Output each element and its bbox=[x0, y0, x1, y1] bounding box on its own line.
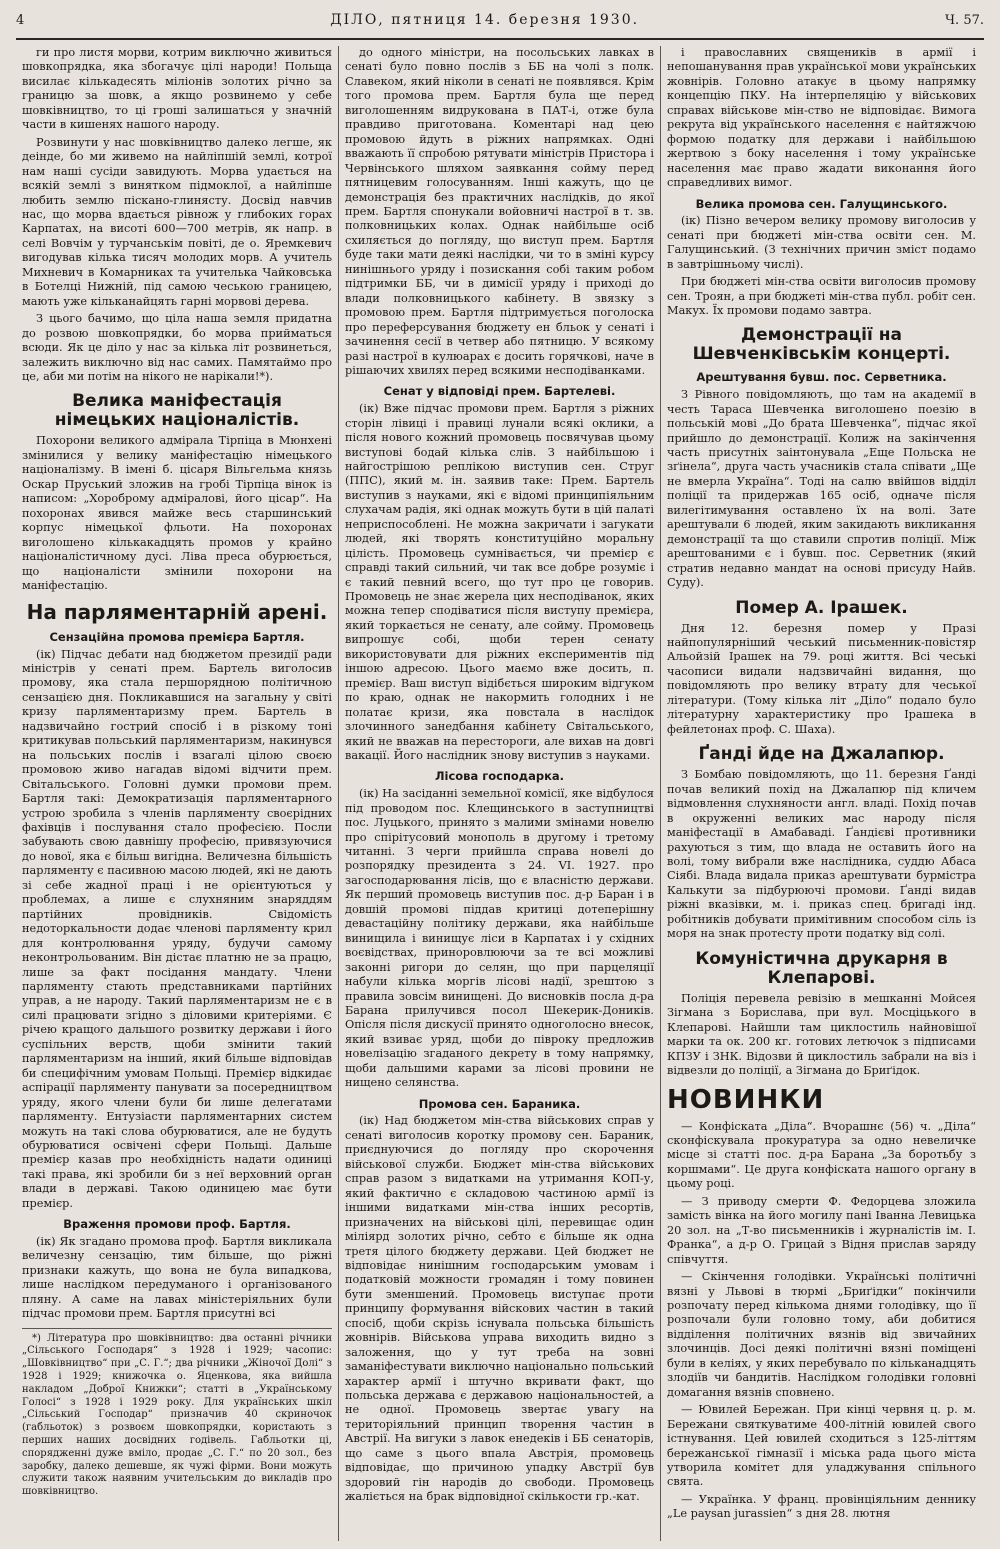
paragraph: З Бомбаю повідомляють, що 11. березня Ґанді почав великий похід на Джалапюр під кличем відмовлення слухняности англ. владі. Похід почав в окруженні великих мас народу після маніфестації в Амабаваді. Ґандієві противники рахуються з тим, що влада не оставить його на волі, тому вибрали вже наслідника, суддю Абаса Сіябі. Влада видала приказ арештувати бурмістра Калькути за підбурюючі промови. Ґанді видав ріжні вказівки, м. і. приказ спец. бригаді інд. робітників добувати примітивним способом сіль із моря на знак протесту проти податку від солі. bbox=[667, 768, 976, 941]
paragraph: — Ювилей Бережан. При кінці червня ц. р. м. Бережани святкуватиме 400-літній ювилей свого істнування. Цей ювилей сходиться з 125-літтям бережанської гімназії і міська рада цього міста утворила комітет для уладжування спільного свята. bbox=[667, 1403, 976, 1489]
paragraph: Поліція перевела ревізію в мешканні Мойсея Зігмана з Борислава, при вул. Мосціцького в Клепарові. Найшли там циклостиль найновішої марки та ок. 200 кг. готових летючок з підписами КПЗУ і ЗНК. Відозви й циклостиль забрали на віз і відвезли до поліції, а Зігмана до Бриґідок. bbox=[667, 991, 976, 1077]
article-headline-gandhi: Ґанді йде на Джалапюр. bbox=[698, 744, 945, 765]
article-headline-demonstrations: Демонстрації на Шевченківськім концерті. bbox=[692, 325, 951, 365]
printing-house-body bbox=[667, 992, 976, 1079]
galushchynsky-body bbox=[667, 214, 976, 318]
paragraph: (ік) Підчас дебати над бюджетом президії ради міністрів у сенаті прем. Бартель виголосив промову, яка стала першорядною політичною сензацією дня. Покликавшися на загальну у світі кризу парляментаризму прем. Бартель в надзвичайно гострий спосіб і в різкому тоні критикував польський парляментаризм, накинувся на польських послів і взагалі цілою своєю промовою живо нагадав відомі відчити прем. Світальського. Головні думки промови прем. Бартля такі: Демократизація парляментарного устрою зробила з членів парляменту своєрідних фахівців і послування стало професією. Посли забувають свою давнішу професію, привязуючися до нової, яка є більш вигідна. Величезна більшість парляменту є пасивною масою людей, які не дають зі себе жадної праці і не орієнтуються у проблемах, а лише є слухняним знаряддям партійних провідників. Свідомість недоторкальности додає членові парляменту крил для контролювання уряду, будучи самому неконтрольованим. Він дістає платню не за працю, лише за факт посідання мандату. Члени парляменту стають представниками партійних управ, а не народу. Такий парляментаризм не є в силі працювати згідно з діловими критеріями. Є річею кращого дальшого розвитку держави і його суспільних верств, щоби змінити такий парляментаризм на інший, який більше відповідав би специфічним умовам Польщі. Премієр відкидає аспірації парляменту панувати за посередництвом уряду, якого члени були би лише делегатами парляменту. Ентузіасти парляментарних систем можуть на такі слова обурюватися, але не будуть обурюватися освічені сфери Польщі. Дальше премієр казав про необхідність надати одиниці такі права, які зробили би з неї верховний орган влади в державі. Такою одиницею має бути премієр. bbox=[22, 647, 333, 1210]
manifestation-body: Похорони великого адмірала Тірпіца в Мюнхені змінилися у велику маніфестацію німецького націоналізму. В імені б. цісаря Вільгельма князь Оскар Пруський зложив на гробі Тірпіца вінок із написом: „Хороброму адміралові, його цісар“. На похоронах явився майже весь старшинський корпус німецької фльоти. На похоронах виголошено кількакадцять промов у крайно націоналістичному дусі. Ліва преса обурюється, що націоналісти змінили похорони на маніфестацію. bbox=[22, 434, 332, 593]
column-2 bbox=[338, 46, 660, 1541]
paragraph: Дня 12. березня помер у Празі найпопулярніший чеський письменник-повістяр Альойзій Ірашек на 79. році життя. Всі чеські часописи видали надзвичайні видання, що повідомляють про велику втрату для чеської літератури. (Тому кілька літ „Діло“ подало було літературну характеристику про Ірашека в фейлетонах проф. С. Шаха). bbox=[667, 621, 976, 736]
paragraph: (ік) Вже підчас промови прем. Бартля з ріжних сторін лівиці і правиці лунали всякі оклики, а після нового кожний промовець посвячував цьому виступові бодай кілька слів. З найбільшою і найгострішою реплікою виступив сен. Струг (ППС), який м. ін. заявив таке: Прем. Бартель виступив з науками, які є відомі принципіяльним слухачам радія, які однак можуть бути в цій палаті неприспособлені. Не можна закричати і загукати людей, які творять конституційно моральну цілість. Промовець сумнівається, чи премієр є справді такий сильний, чи так все добре розуміє і є такий певний всего, що тут про це говорив. Промовець не знає жерела цих несподіванок, яких можна тепер сподіватися після виступу премієра, який торкається не сенату, але сойму. Промовець випрошує собі, щоби терен сенату використовувати для ріжних експериментів під іншою адресою. Цього маємо вже досить, п. премієр. Ваш виступ відібється широким відгуком по краю, однак не накормить голодних і не полатає кризи, яка повстала в наслідок злочинного занедбання кабінету Світальського, який не вважав на перестороги, але вихав на довгі вакації. Його наслідник знову виступив з науками. bbox=[345, 402, 654, 763]
subheadline-sensation: Сензаційна промова премієра Бартля. bbox=[49, 629, 305, 644]
article-headline-manifestation: Велика маніфестація німецьких націоналістів. bbox=[54, 391, 300, 431]
baranyk-body bbox=[345, 1114, 654, 1504]
news-section-title: НОВИНКИ bbox=[667, 1085, 825, 1116]
military-body bbox=[667, 46, 976, 191]
subheadline-galushchynsky: Велика промова сен. Галущинського. bbox=[695, 196, 948, 211]
paragraph: ги про листя морви, котрим виключно живиться шовкопрядка, яка збогачує цілі народи! Польща висилає кількадесять міліонів золотих річно за границю за шовк, а якщо розвинемо у себе шовківництво, то ці гроші залишаться у значній части в кишенях нашого народу. bbox=[22, 46, 332, 132]
newspaper-title-date: ДІЛО, пятниця 14. березня 1930. bbox=[330, 12, 640, 28]
paragraph: — Українка. У франц. провінціяльним деннику „Le paysan jurassien“ з дня 28. лютня bbox=[667, 1492, 976, 1521]
paragraph: При бюджеті мін-ства освіти виголосив промову сен. Троян, а при бюджеті мін-ства публ. робіт сен. Макух. Їх промови подамо завтра. bbox=[667, 275, 976, 317]
silk-article bbox=[22, 46, 332, 384]
subheadline-arrest: Арештування бувш. пос. Серветника. bbox=[696, 370, 947, 385]
senate-body bbox=[345, 402, 654, 763]
paragraph: З Рівного повідомляють, що там на академії в честь Тараса Шевченка виголошено поезію в польській мові „До брата Шевченка“, підчас якої прийшло до демонстрації. Колиж на закінчення часть присутніх заінтонувала „Еще Польска не зґінела“, друга часть учасників стала співати „Ще не вмерла Україна“. Тоді на салю ввійшов відділ поліції та придержав 165 осіб, одначе після вилегітимування оставлено їх на волі. Зате арештували 6 людей, яким закидають викликання демонстрації та що ставили спротив поліції. Між арештованими є і бувш. пос. Серветник (який стратив недавно мандат на основі присуду Найв. Суду). bbox=[667, 388, 976, 590]
paragraph: Розвинути у нас шовківництво далеко легше, як деінде, бо ми живемо на найліпшій землі, котрої нам наші сусіди завидують. Морва удається на всякій землі з винятком підмоклої, а найліпше любить землю піскано-глинясту. Досвід навчив нас, що морва вдається рівнож у глибоких горах Карпатах, на висоті 600—700 метрів, як напр. в селі Вовчім у турчанськім повіті, де о. Яремкевич вигодував кілька тисяч молодих морв. А учитель Михневич в Комарниках та учителька Чайковська в Ботелці Нижній, під самою чеською границею, мають уже кільканайцять гарні морвові дерева. bbox=[22, 135, 332, 308]
article-headline-parliament: На парляментарній арені. bbox=[26, 600, 328, 625]
paragraph: — Скінчення голодівки. Українські політичні вязні у Львові в тюрмі „Бриґідки“ покінчили розпочату перед кількома днями голодівку, що її розпочали були головно тому, аби добитися відділення політичних вязнів від звичайних злочинців. Досі деякі політичні вязні поміщені були в келіях, у яких перебувало по кільканадцять злодіїв чи бандитів. Наслідком голодівки головні домагання вязнів сповнено. bbox=[667, 1270, 976, 1399]
news-items bbox=[667, 1120, 976, 1522]
paragraph: — Конфіската „Діла“. Вчорашнє (56) ч. „Діла“ сконфіскувала прокуратура за одно невеличке місце зі статті пос. д-ра Барана „За боротьбу з коршмами“. Це друга конфіската нашого органу в цьому році. bbox=[667, 1119, 976, 1191]
issue-number: Ч. 57. bbox=[945, 13, 984, 28]
paragraph: (ік) Над бюджетом мін-ства військових справ у сенаті виголосив коротку промову сен. Бараник, приєднуючися до погляду про скорочення військової служби. Бюджет мін-ства військових справ разом з видатками на утримання КОП-у, який фактично є складовою частиною армії із іншими видатками мін-ства інших ресортів, призначених на військові цілі, перевищає один міліярд золотих річно, себто є більше як одна третя цілого бюджету держави. Цей бюджет не відповідає нинішним господарським умовам і податковій можности громадян і тому повинен бути зменшений. Промовець виступає проти принципу формування війскових частин в такий спосіб, щоби скрізь існувала польська більшість жовнірів. Військова управа виходить видно з заложення, що у тут треба на зовні заманіфестувати виключно національно польський характер армії і штучно вкривати факт, що польська держава є державою національностей, а не одної. Промовець звертає увагу на територіяльний принцип творення частин в Австрії. На вигуки з лавок енедеків і ББ сенаторів, що саме з цього впала Австрія, промовець відповідає, що причиною упадку Австрії був здоровий гін народів до свободи. Промовець жаліється на брак відповідної скількости гр.-кат. bbox=[345, 1114, 654, 1504]
paragraph: З цього бачимо, що ціла наша земля придатна до розвою шовкопрядки, бо морва прийматься всюди. Як це діло у нас за кілька літ розвинеться, залежить виключно від нас самих. Памятаймо про це, аби ми потім на нікого не нарікали!*). bbox=[22, 312, 332, 383]
paragraph: (ік) Як згадано промова проф. Бартля викликала величезну сензацію, тим більше, що ріжні признаки кажуть, що вона не була випадкова, лише наслідком передуманого і організованого пляну. А саме на лавах міністеріяльних були підчас промови прем. Бартля присутні всі bbox=[22, 1234, 332, 1321]
impression-body bbox=[22, 1235, 332, 1322]
footnote bbox=[22, 1328, 332, 1499]
subheadline-baranyk: Промова сен. Бараника. bbox=[418, 1096, 581, 1111]
masthead bbox=[16, 12, 984, 40]
gandhi-body bbox=[667, 768, 976, 941]
columns bbox=[16, 46, 990, 1541]
paragraph: (ік) Пізно вечером велику промову виголосив у сенаті при бюджеті мін-ства освіти сен. М. Галущинський. (З технічних причин зміст подамо в завтрішньому числі). bbox=[667, 214, 976, 271]
demonstrations-body bbox=[667, 388, 976, 590]
commentary-body bbox=[345, 46, 654, 378]
paragraph: *) Література про шовківництво: два останні річники „Сільського Господаря“ з 1928 і 1929; часопис: „Шовківництво“ при „С. Г.“; два річники „Жіночої Долі“ з 1928 і 1929; книжочка о. Яценкова, яка вийшла накладом „Доброї Книжки“; статті в „Українському Голосі“ з 1928 і 1929 року. Для українських шкіл „Сільський Господар“ призначив 40 скриночок (габльоток) з розвоєм шовкопрядки, користають з перших наших досвідних годівель. Габльотки ці, спорядженні дуже вміло, продає „С. Г.“ по 20 зол., без заробку, далеко дешевше, як чужі фірми. Вони можуть служити також наявним учительським до викладів про шовківництво. bbox=[22, 1332, 332, 1498]
column-3 bbox=[660, 46, 982, 1541]
page-number: 4 bbox=[16, 13, 25, 28]
irasek-body bbox=[667, 622, 976, 738]
article-headline-printing-house: Комуністична друкарня в Клепарові. bbox=[695, 948, 948, 988]
subheadline-impression: Враження промови проф. Бартля. bbox=[63, 1217, 291, 1232]
subheadline-senate: Сенат у відповіді прем. Бартелеві. bbox=[383, 384, 616, 399]
paragraph: (ік) На засіданні земельної комісії, яке відбулося під проводом пос. Клещинського в заступництві пос. Луцького, принято з малими змінами новелю про спірітусовий монополь в другому і третому читанні. З черги прийшла справа новелі до розпорядку президента з 24. VI. 1927. про загосподарювання лісів, що є власністю держави. Як перший промовець виступив пос. д-р Баран і в довшій промові піддав критиці дотеперішну девастаційну політику держави, яка найбільше винищила і винищує ліси в Карпатах і у східних воєвідствах, приноровлюючи за те всі можливі законні ригори до селян, що при парцеляції набули кілька моргів лісові надії, зрештою з правила зовсім винищені. До висновків посла д-ра Барана прилучився посол Шекерик-Доників. Опісля після дискусії принято одноголосно внесок, який взиває уряд, щоби до півроку предложив новелізацію згаданого декрету в тому напрямку, щоби дальшими карами за лісові провини не нищено селянства. bbox=[345, 787, 654, 1090]
forest-body bbox=[345, 787, 654, 1091]
sensation-body bbox=[22, 648, 332, 1212]
paragraph: — З приводу смерти Ф. Федорцева зложила замість вінка на його могилу пані Іванна Левицька 20 зол. на „Т-во письменників і журналістів ім. І. Франка“, а д-р О. Грицай з Відня прислав заряду співчуття. bbox=[667, 1194, 976, 1266]
subheadline-forest: Лісова господарка. bbox=[434, 769, 565, 784]
article-headline-irasek: Помер А. Ірашек. bbox=[735, 597, 908, 618]
column-1 bbox=[16, 46, 338, 1541]
paragraph: до одного міністри, на посольських лавках в сенаті було повно послів з ББ на чолі з полк. Славеком, який ніколи в сенаті не появлявся. Крім того промова прем. Бартля була ще перед виголошенням видрукована в ПАТ-і, отже була правдиво приготована. Коментарі над цею промовою йдуть в ріжних напрямках. Одні вважають її спробою рятувати міністрів Пристора і Червінського шляхом заявкання сойму перед пятницевим голосуванням. Інші кажуть, що це демонстрація без практичних наслідків, до якої прем. Бартля спонукали войовничі настрої в т. зв. полковницьких колах. Однак найбільше осіб схиляється до погляду, що виступ прем. Бартля буде таки мати деякі наслідки, чи то в зміні курсу нинішнього уряду і позискання собі таким робом підтримки ББ, чи в димісії уряду і приході до влади полковницького кабінету. В звязку з промовою прем. Бартля підтримується поголоска про переферсування бюджету ен бльок у сенаті і зачинення сесії в четвер або пятницю. У всякому разі настрої в кулюарах є досить горячкові, наче в рішаючих хвилях перед всякими несподіванками. bbox=[345, 46, 654, 377]
paragraph: і православних священиків в армії і непошанування прав української мови українських жовнірів. Головно атакує в цьому напрямку концепцію ПКУ. На інтерпеляцію у військових справах військове мін-ство не відповідає. Вимога рекрута від українського населення є найтяжчою формою податку для держави і найбільшою жертвою з боку населення і тому українське населення має право жадати виконання його справедливих вимог. bbox=[667, 46, 976, 190]
